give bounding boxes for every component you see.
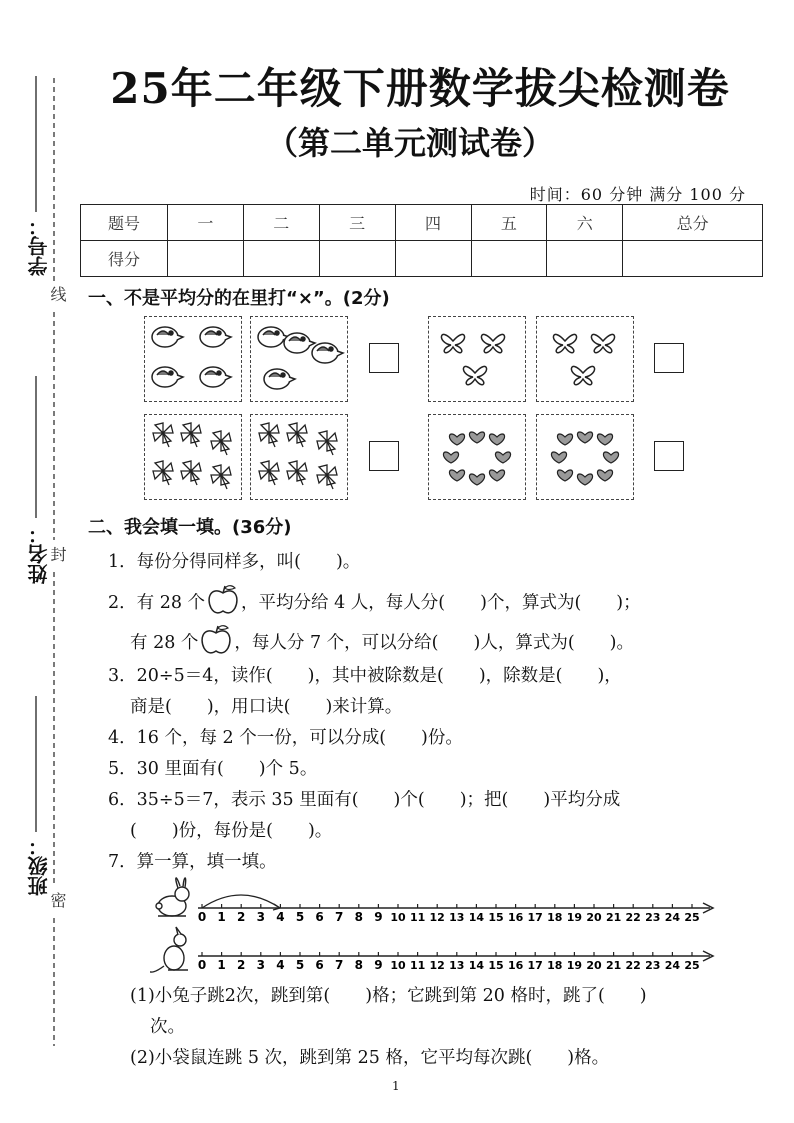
class-label: 班级： <box>27 836 51 896</box>
tick-label: 18 <box>547 911 563 924</box>
tick-label: 24 <box>664 959 681 972</box>
butterfly-group-picture <box>536 316 634 402</box>
tick-label: 4 <box>276 910 285 924</box>
question-2a-pre: 2．有 28 个 <box>108 593 206 613</box>
question-2b-post: ，每人分 7 个，可以分给( )人，算式为( )。 <box>234 633 634 653</box>
butterfly-icon <box>429 317 525 401</box>
score-input-cell[interactable] <box>243 241 319 277</box>
tick-label: 6 <box>315 910 324 924</box>
page-title: 25年二年级下册数学拔尖检测卷 <box>110 64 730 113</box>
name-label: 姓名： <box>27 524 51 584</box>
question-1: 1．每份分得同样多，叫( )。 <box>108 552 361 572</box>
tick-marks-bottom <box>198 952 700 972</box>
tick-label: 12 <box>429 959 445 972</box>
tick-label: 8 <box>354 910 363 924</box>
table-cell: 二 <box>243 205 319 241</box>
question-2b <box>130 624 634 656</box>
kangaroo-icon <box>150 927 188 972</box>
heart-group-picture <box>428 414 526 500</box>
tick-label: 22 <box>625 911 641 924</box>
score-input-cell[interactable] <box>168 241 244 277</box>
tick-label: 16 <box>507 959 524 972</box>
question-7-1a: (1)小兔子跳2次，跳到第( )格；它跳到第 20 格时，跳了( ) <box>130 986 647 1006</box>
tick-label: 15 <box>488 959 504 972</box>
tick-label: 12 <box>429 911 445 924</box>
question-3b: 商是( )，用口诀( )来计算。 <box>130 697 403 717</box>
heart-icon <box>429 415 525 499</box>
tick-label: 19 <box>566 911 583 924</box>
page-subtitle: （第二单元测试卷） <box>265 124 554 162</box>
tick-label: 17 <box>527 959 543 972</box>
tick-label: 23 <box>645 911 661 924</box>
tick-label: 10 <box>390 911 406 924</box>
table-cell: 题号 <box>81 205 168 241</box>
bird-group-picture <box>250 316 348 402</box>
score-input-cell[interactable] <box>471 241 547 277</box>
tick-label: 19 <box>566 959 583 972</box>
tick-label: 7 <box>335 910 344 924</box>
tick-label: 11 <box>409 959 426 972</box>
bird-icon <box>251 317 347 401</box>
tick-label: 14 <box>468 911 485 924</box>
question-2b-pre: 有 28 个 <box>130 633 199 653</box>
table-cell: 一 <box>168 205 244 241</box>
tick-label: 20 <box>586 959 602 972</box>
tick-label: 11 <box>409 911 426 924</box>
table-row <box>81 205 763 241</box>
question-2a-post: ，平均分给 4 人，每人分( )个，算式为( )； <box>241 593 641 613</box>
tick-label: 15 <box>488 911 504 924</box>
tick-label: 16 <box>507 911 524 924</box>
tick-label: 0 <box>197 910 207 924</box>
question-4: 4．16 个，每 2 个一份，可以分成( )份。 <box>108 728 463 748</box>
question-6b: ( )份，每份是( )。 <box>130 821 333 841</box>
student-id-label: 学号： <box>27 216 51 276</box>
tick-label: 24 <box>664 911 681 924</box>
answer-checkbox[interactable] <box>369 441 399 471</box>
butterfly-group-picture <box>428 316 526 402</box>
answer-checkbox[interactable] <box>654 343 684 373</box>
tick-label: 2 <box>237 958 246 972</box>
tick-label: 17 <box>527 911 543 924</box>
tick-label: 1 <box>217 958 226 972</box>
section2-heading: 二、我会填一填。(36分) <box>88 517 292 538</box>
tick-label: 2 <box>237 910 246 924</box>
table-row <box>81 241 763 277</box>
pinwheel-group-picture <box>144 414 242 500</box>
tick-label: 14 <box>468 959 485 972</box>
question-7: 7．算一算，填一填。 <box>108 852 277 872</box>
pinwheel-icon <box>251 415 347 499</box>
bird-group-picture <box>144 316 242 402</box>
tick-label: 0 <box>197 958 207 972</box>
tick-label: 1 <box>217 910 226 924</box>
tick-label: 3 <box>256 910 265 924</box>
table-cell: 五 <box>471 205 547 241</box>
heart-group-picture <box>536 414 634 500</box>
tick-label: 9 <box>374 910 383 924</box>
bird-icon <box>145 317 241 401</box>
question-3a: 3．20÷5＝4，读作( )，其中被除数是( )，除数是( )， <box>108 666 622 686</box>
tick-label: 20 <box>586 911 602 924</box>
seal-line-label: 线 <box>48 286 67 302</box>
question-5: 5．30 里面有( )个 5。 <box>108 759 318 779</box>
score-input-cell[interactable] <box>623 241 763 277</box>
tick-label: 7 <box>335 958 344 972</box>
question-7-2: (2)小袋鼠连跳 5 次，跳到第 25 格，它平均每次跳( )格。 <box>130 1048 610 1068</box>
tick-label: 8 <box>354 958 363 972</box>
tick-label: 21 <box>605 959 622 972</box>
seal-envelope-label: 封 <box>48 546 67 562</box>
tick-label: 3 <box>256 958 265 972</box>
pinwheel-group-picture <box>250 414 348 500</box>
answer-checkbox[interactable] <box>369 343 399 373</box>
tick-label: 4 <box>276 958 285 972</box>
tick-label: 10 <box>390 959 406 972</box>
table-cell: 四 <box>395 205 471 241</box>
tick-label: 18 <box>547 959 563 972</box>
question-7-1b: 次。 <box>150 1017 185 1037</box>
section1-heading: 一、不是平均分的在里打“×”。(2分) <box>88 288 390 309</box>
apple-icon <box>205 584 241 616</box>
score-table <box>80 204 763 277</box>
page-number: 1 <box>392 1079 400 1093</box>
tick-label: 25 <box>684 911 700 924</box>
tick-label: 13 <box>449 911 465 924</box>
seal-secret-label: 密 <box>48 892 67 908</box>
tick-marks-top <box>198 904 700 924</box>
score-input-cell[interactable] <box>319 241 395 277</box>
tick-label: 21 <box>605 911 622 924</box>
tick-label: 22 <box>625 959 641 972</box>
table-cell: 三 <box>319 205 395 241</box>
table-cell: 总分 <box>623 205 763 241</box>
number-line-figure <box>150 872 730 980</box>
question-2a <box>108 584 641 616</box>
tick-label: 25 <box>684 959 700 972</box>
tick-label: 5 <box>295 910 305 924</box>
table-cell: 六 <box>547 205 623 241</box>
score-input-cell[interactable] <box>547 241 623 277</box>
table-cell: 得分 <box>81 241 168 277</box>
tick-label: 23 <box>645 959 661 972</box>
tick-label: 6 <box>315 958 324 972</box>
rabbit-icon <box>156 878 189 916</box>
apple-icon <box>198 624 234 656</box>
tick-label: 13 <box>449 959 465 972</box>
tick-label: 5 <box>295 958 305 972</box>
pinwheel-icon <box>145 415 241 499</box>
heart-icon <box>537 415 633 499</box>
question-6a: 6．35÷5＝7，表示 35 里面有( )个( )；把( )平均分成 <box>108 790 621 810</box>
tick-label: 9 <box>374 958 383 972</box>
answer-checkbox[interactable] <box>654 441 684 471</box>
butterfly-icon <box>537 317 633 401</box>
time-info: 时间：60 分钟 满分 100 分 <box>529 185 746 204</box>
score-input-cell[interactable] <box>395 241 471 277</box>
